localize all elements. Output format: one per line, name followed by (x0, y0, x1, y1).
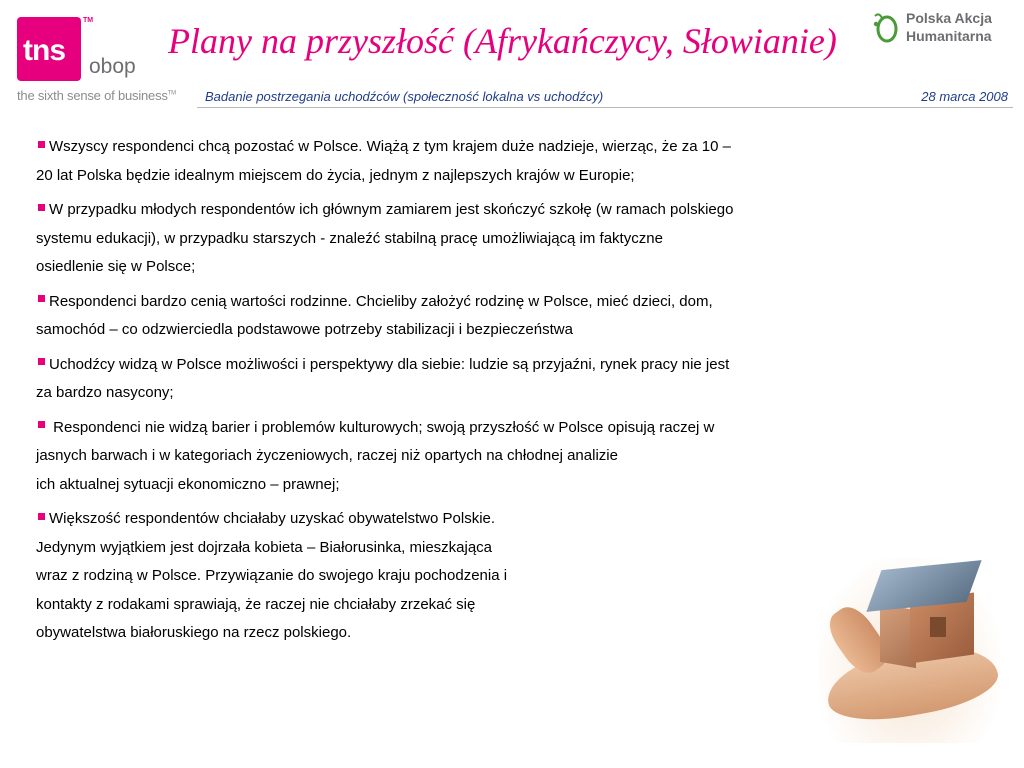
paragraph-line-text: Jedynym wyjątkiem jest dojrzała kobieta – Białorusinka, mieszkająca (36, 538, 493, 556)
paragraph-line (36, 619, 836, 648)
paragraph-line (36, 534, 836, 563)
paragraph-line (36, 253, 836, 282)
paragraph-line (36, 562, 836, 591)
paragraph-line-text: kontakty z rodakami sprawiają, że raczej nie chciałaby zrzekać się (36, 595, 476, 613)
paragraph-line-text: Respondenci bardzo cenią wartości rodzinne. Chcieliby założyć rodzinę w Polsce, mieć dzieci, dom, (49, 292, 713, 310)
slide-title: Plany na przyszłość (Afrykańczycy, Słowianie) (168, 21, 837, 61)
paragraph-line-text: Uchodźcy widzą w Polsce możliwości i perspektywy dla siebie: ludzie są przyjaźni, rynek pracy nie jest (49, 355, 730, 373)
paragraph-line (36, 442, 836, 471)
bullet-paragraph (36, 505, 836, 648)
bullet-list (36, 133, 836, 654)
header-divider (197, 107, 1013, 108)
paragraph-line-text: obywatelstwa białoruskiego na rzecz polskiego. (36, 624, 352, 641)
bullet-square-icon (38, 358, 45, 365)
paragraph-line (36, 316, 836, 345)
paragraph-line (36, 505, 836, 534)
bullet-square-icon (38, 513, 45, 520)
paragraph-line-text: osiedlenie się w Polsce; (36, 258, 196, 275)
paragraph-line-text: Wszyscy respondenci chcą pozostać w Polsce. Wiążą z tym krajem duże nadzieje, wierząc, że za 10 – (49, 138, 731, 155)
study-date: 28 marca 2008 (921, 89, 1008, 104)
paragraph-line-text: samochód – co odzwierciedla podstawowe potrzeby stabilizacji i bezpieczeństwa (36, 321, 573, 338)
tns-slogan-text: the sixth sense of business (17, 88, 168, 103)
tns-obop-logo (17, 17, 137, 81)
house-window (930, 617, 946, 637)
tns-logo-text: tns (23, 34, 65, 67)
bullet-square-icon (38, 141, 45, 148)
paragraph-line-text: Respondenci nie widzą barier i problemów kulturowych; swoją przyszłość w Polsce opisują raczej w (49, 418, 715, 436)
paragraph-line (36, 288, 836, 317)
paragraph-line (36, 133, 836, 162)
bullet-square-icon (38, 295, 45, 302)
house-in-hand-photo (818, 557, 1000, 743)
tns-logo-tm: TM (83, 17, 94, 24)
tns-logo-box (17, 17, 81, 81)
obop-logo-text: obop (89, 55, 136, 78)
tns-slogan (17, 88, 176, 103)
paragraph-line-text: 20 lat Polska będzie idealnym miejscem do życia, jednym z najlepszych krajów w Europie; (36, 166, 635, 184)
paragraph-line-text: ich aktualnej sytuacji ekonomiczno – prawnej; (36, 475, 340, 493)
paragraph-line (36, 379, 836, 408)
pah-logo-line1: Polska Akcja (906, 10, 992, 26)
bullet-paragraph (36, 133, 836, 190)
paragraph-line (36, 351, 836, 380)
paragraph-line (36, 591, 836, 620)
paragraph-line-text: systemu edukacji), w przypadku starszych - znaleźć stabilną pracę umożliwiającą im faktyczne (36, 229, 663, 247)
paragraph-line (36, 225, 836, 254)
bullet-square-icon (38, 421, 45, 428)
tns-slogan-tm: TM (167, 90, 176, 97)
pah-logo-icon (870, 10, 900, 44)
paragraph-line-text: wraz z rodziną w Polsce. Przywiązanie do swojego kraju pochodzenia i (36, 567, 508, 584)
bullet-paragraph (36, 351, 836, 408)
paragraph-line (36, 162, 836, 191)
bullet-square-icon (38, 204, 45, 211)
pah-logo-line2: Humanitarna (906, 28, 992, 44)
paragraph-line-text: jasnych barwach i w kategoriach życzeniowych, raczej niż opartych na chłodnej analizie (36, 447, 618, 464)
bullet-paragraph (36, 196, 836, 282)
bullet-paragraph (36, 414, 836, 500)
bullet-paragraph (36, 288, 836, 345)
paragraph-line-text: W przypadku młodych respondentów ich głównym zamiarem jest skończyć szkołę (w ramach polskiego (49, 201, 734, 218)
paragraph-line (36, 196, 836, 225)
study-subtitle: Badanie postrzegania uchodźców (społeczność lokalna vs uchodźcy) (205, 89, 604, 104)
paragraph-line-text: Większość respondentów chciałaby uzyskać obywatelstwo Polskie. (49, 510, 496, 527)
pah-logo (870, 6, 1020, 50)
paragraph-line (36, 414, 836, 443)
paragraph-line-text: za bardzo nasycony; (36, 384, 174, 401)
paragraph-line (36, 471, 836, 500)
